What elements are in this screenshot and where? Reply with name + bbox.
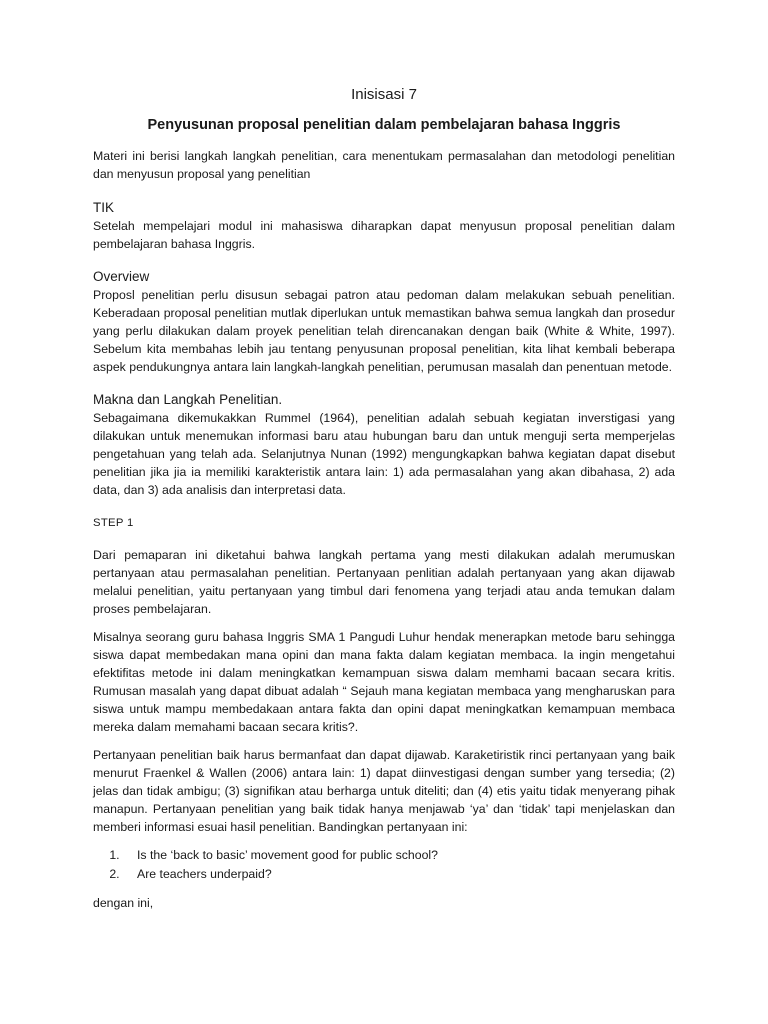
makna-paragraph: Sebagaimana dikemukakkan Rummel (1964), penelitian adalah sebuah kegiatan inverstigasi yang dilakukan untuk menemukan informasi baru atau hubungan baru dan untuk menguji serta memperjelas pengetahuan yang telah ada. Selanjutnya Nunan (1992) mengungkapkan bahwa kegiatan dapat disebut penelitian jika jia ia memiliki karakteristik antara lain: 1) ada permasalahan yang akan dibahasa, 2) ada data, dan 3) ada analisis dan interpretasi data. [93,411,675,497]
section-heading-makna: Makna dan Langkah Penelitian. [93,392,283,407]
section-heading-overview: Overview [93,269,150,284]
document-title: Inisisasi 7 [351,86,417,103]
section-makna [93,391,675,499]
step1-paragraph-2: Misalnya seorang guru bahasa Inggris SMA 1 Pangudi Luhur hendak menerapkan metode baru sehingga siswa dapat membedakan mana opini dan mana fakta dalam kegiatan membaca. Ia ingin mengetahui efektifitas metode ini dalam meningkatkan kemampuan siswa dalam memhami bacaan secara kritis. Rumusan masalah yang dapat dibuat adalah “ Sejauh mana kegiatan membaca yang mengharuskan para siswa untuk mampu membedakaan antara fakta dan opini dapat meningkatkan kemampuan membaca mereka dalam memahami bacaan secara kritis?. [93,630,675,734]
closing-text: dengan ini, [93,896,154,910]
document-subtitle: Penyusunan proposal penelitian dalam pembelajaran bahasa Inggris [147,117,621,133]
step1-paragraph-3: Pertanyaan penelitian baik harus bermanfaat dan dapat dijawab. Karaketiristik rinci pertanyaan yang baik menurut Fraenkel & Wallen (2006) antara lain: 1) dapat diinvestigasi dengan sumber yang tersedia; (2) jelas dan tidak ambigu; (3) signifikan atau berharga untuk diteliti; dan (4) etis yaitu tidak menyerang pihak manapun. Pertanyaan penelitian yang baik tidak hanya menjawab ‘ya’ dan ‘tidak’ tapi menjelaskan dan memberi informasi esuai hasil penelitian. Bandingkan pertanyaan ini: [93,748,675,834]
intro-paragraph: Materi ini berisi langkah langkah penelitian, cara menentukam permasalahan dan metodologi penelitian dan menyusun proposal yang penelitian [93,149,675,181]
document-page [93,86,675,912]
section-overview [93,268,675,376]
step1-paragraph-1: Dari pemaparan ini diketahui bahwa langkah pertama yang mesti dilakukan adalah merumuskan pertanyaan atau permasalahan penelitian. Pertanyaan penlitian adalah pertanyaan yang akan dijawab melalui penelitian, yaitu pertanyaan yang timbul dari fenomena yang terjadi atau anda temukan dalam proses pembelajaran. [93,548,675,616]
overview-paragraph: Proposl penelitian perlu disusun sebagai patron atau pedoman dalam melakukan sebuah penelitian. Keberadaan proposal penelitian mutlak diperlukan untuk memastikan bahwa semua langkah dan prosedur yang perlu dilakukan dalam proyek penelitian telah direncanakan dengan baik (White & White, 1997). Sebelum kita membahas lebih jau tentang penyusunan proposal penelitian, kita lihat kembali beberapa aspek pendukungnya antara lain langkah-langkah penelitian, perumusan masalah dan penentuan metode. [93,288,675,374]
example-questions-list [93,846,675,884]
list-item: 2. Are teachers underpaid? [123,865,675,884]
step-label: STEP 1 [93,517,134,529]
section-tik [93,199,675,253]
list-item: 1. Is the ‘back to basic’ movement good for public school? [123,846,675,865]
tik-paragraph: Setelah mempelajari modul ini mahasiswa diharapkan dapat menyusun proposal penelitian dalam pembelajaran bahasa Inggris. [93,219,675,251]
section-heading-tik: TIK [93,200,115,215]
